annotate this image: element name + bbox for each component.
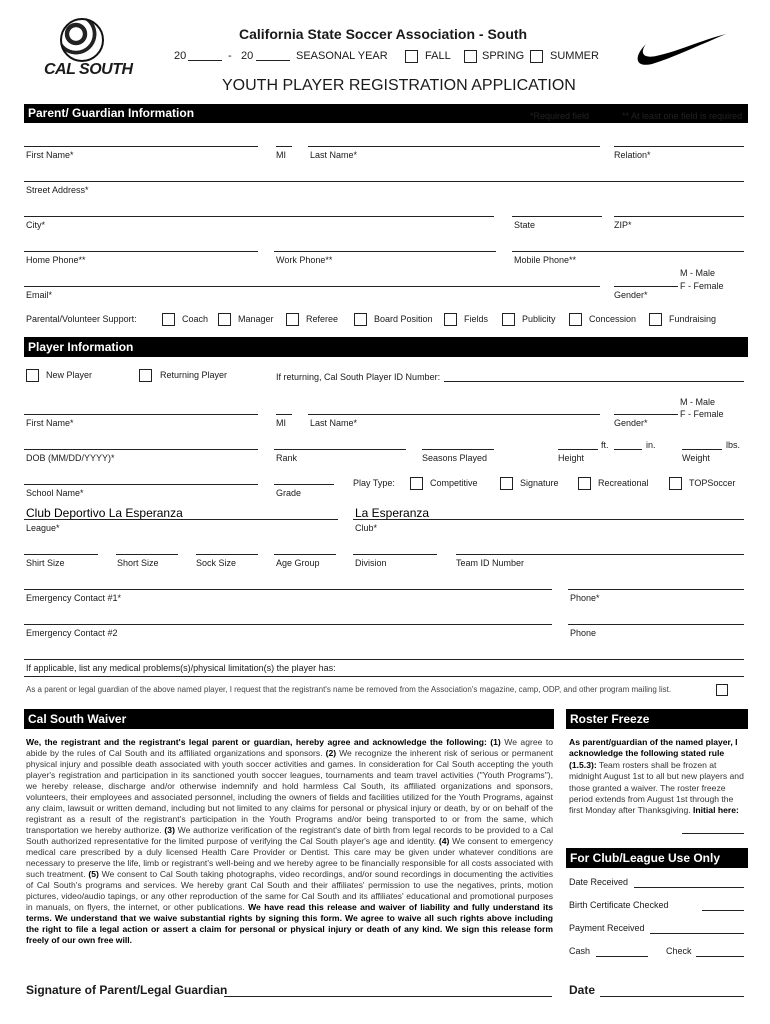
signature-label: Signature xyxy=(520,478,559,488)
guardian-relation-label: Relation* xyxy=(614,150,651,160)
year-prefix-1: 20 xyxy=(174,50,187,62)
new-player-checkbox[interactable] xyxy=(26,369,39,382)
one-required-note: ** At least one field is required xyxy=(622,111,743,121)
street-address-input[interactable] xyxy=(24,181,744,182)
zip-input[interactable] xyxy=(614,216,744,217)
city-label: City* xyxy=(26,220,46,230)
waiver-text xyxy=(26,737,553,946)
school-input[interactable] xyxy=(24,484,258,485)
emergency2-label: Emergency Contact #2 xyxy=(26,628,118,638)
weight-label: Weight xyxy=(682,453,710,463)
street-address-label: Street Address* xyxy=(26,185,89,195)
club-label: Club* xyxy=(355,523,378,533)
division-label: Division xyxy=(355,558,387,568)
phone1-label: Phone* xyxy=(570,593,600,603)
year-prefix-2: 20 xyxy=(241,50,254,62)
city-input[interactable] xyxy=(24,216,494,217)
support-publicity-checkbox[interactable] xyxy=(502,313,515,326)
phone2-input[interactable] xyxy=(568,624,744,625)
support-manager-label: Manager xyxy=(238,314,274,324)
seasons-played-label: Seasons Played xyxy=(422,453,488,463)
support-label: Parental/Volunteer Support: xyxy=(26,314,137,324)
waiver-intro: We, the registrant and the registrant's legal parent or guardian, hereby agree and acknowledge the following: (1) xyxy=(26,737,501,747)
short-size-label: Short Size xyxy=(117,558,159,568)
signature-label: Signature of Parent/Legal Guardian xyxy=(26,983,228,997)
guardian-gender-input[interactable] xyxy=(614,286,678,287)
seasonal-year-label: SEASONAL YEAR xyxy=(296,50,388,62)
player-mi-label: MI xyxy=(276,418,286,428)
support-board-checkbox[interactable] xyxy=(354,313,367,326)
spring-checkbox[interactable] xyxy=(464,50,477,63)
support-fundraising-label: Fundraising xyxy=(669,314,717,324)
ft-label: ft. xyxy=(601,440,609,450)
mailing-optout-label: As a parent or legal guardian of the above named player, I request that the registrant's name be removed from the Association's magazine, camp, ODP, and other program mailing list. xyxy=(26,685,672,694)
waiver-section-header xyxy=(24,709,554,729)
waiver-num-4: (4) xyxy=(438,836,450,846)
guardian-last-name-input[interactable] xyxy=(308,146,600,147)
signature-checkbox[interactable] xyxy=(500,477,513,490)
payment-input[interactable] xyxy=(650,933,744,934)
support-coach-checkbox[interactable] xyxy=(162,313,175,326)
support-concession-label: Concession xyxy=(589,314,637,324)
player-gender-m: M - Male xyxy=(680,397,716,407)
club-value[interactable]: La Esperanza xyxy=(355,506,430,520)
work-phone-input[interactable] xyxy=(274,251,496,252)
shirt-size-input[interactable] xyxy=(24,554,98,555)
topsoccer-checkbox[interactable] xyxy=(669,477,682,490)
grade-input[interactable] xyxy=(274,484,334,485)
school-label: School Name* xyxy=(26,488,84,498)
club-input[interactable] xyxy=(353,519,744,520)
player-gender-label: Gender* xyxy=(614,418,648,428)
date-received-label: Date Received xyxy=(569,877,629,887)
waiver-clause-3: We authorize verification of the registrant's date of birth from legal records to be provided to a Cal South authorized representative for the limited purpose of verifying the Cal South player's age and identity. xyxy=(26,825,553,846)
form-title: YOUTH PLAYER REGISTRATION APPLICATION xyxy=(222,77,576,94)
player-first-name-label: First Name* xyxy=(26,418,74,428)
player-gender-f: F - Female xyxy=(680,409,724,419)
player-section-header xyxy=(24,337,748,357)
emergency2-input[interactable] xyxy=(24,624,552,625)
payment-label: Payment Received xyxy=(569,923,645,933)
waiver-clause-4: We consent to emergency medical care prescribed by a duly licensed Health Care Provider or Dentist. This care may be given under whatever conditions are necessary to preserve the life, limb or registrant's well-being and we hereby agree to be financially responsible for all costs associated with such treatment. xyxy=(26,836,553,879)
emergency1-label: Emergency Contact #1* xyxy=(26,593,122,603)
support-fields-checkbox[interactable] xyxy=(444,313,457,326)
support-referee-checkbox[interactable] xyxy=(286,313,299,326)
guardian-gender-f: F - Female xyxy=(680,281,724,291)
rank-input[interactable] xyxy=(274,449,406,450)
cash-label: Cash xyxy=(569,946,591,956)
guardian-section-title: Parent/ Guardian Information xyxy=(28,106,195,120)
medical-input[interactable] xyxy=(24,676,744,677)
medical-label: If applicable, list any medical problems(s)/physical limitation(s) the player has: xyxy=(26,663,336,673)
waiver-clause-5: We consent to Cal South taking photographs, video recordings, and/or sound recordings in documenting the activities of Cal South's programs and services. We hereby grant Cal South and their affiliates' permission to use the negatives, prints, motion pictures, video/audio tapings, or any other reproduction of the same for Cal South and its affiliates' educational and promotional purposes in manuals, on flyers, the internet, or other publications. xyxy=(26,869,553,912)
summer-label: SUMMER xyxy=(550,50,599,62)
home-phone-label: Home Phone** xyxy=(26,255,86,265)
new-player-label: New Player xyxy=(46,370,93,380)
swoosh-icon xyxy=(632,30,728,70)
zip-label: ZIP* xyxy=(614,220,632,230)
league-value[interactable]: Club Deportivo La Esperanza xyxy=(26,506,183,520)
seasons-played-input[interactable] xyxy=(422,449,494,450)
roster-section-title: Roster Freeze xyxy=(570,712,650,726)
fall-label: FALL xyxy=(425,50,451,62)
height-ft-input[interactable] xyxy=(558,449,598,450)
email-label: Email* xyxy=(26,290,53,300)
shirt-size-label: Shirt Size xyxy=(26,558,65,568)
signature-input[interactable] xyxy=(224,996,552,997)
mobile-phone-input[interactable] xyxy=(512,251,744,252)
returning-id-input[interactable] xyxy=(444,381,744,382)
org-title: California State Soccer Association - South xyxy=(239,26,528,42)
logo-text: CAL SOUTH xyxy=(44,61,133,78)
mobile-phone-label: Mobile Phone** xyxy=(514,255,577,265)
waiver-num-5: (5) xyxy=(88,869,99,879)
guardian-first-name-label: First Name* xyxy=(26,150,74,160)
in-label: in. xyxy=(646,440,656,450)
phone1-input[interactable] xyxy=(568,589,744,590)
topsoccer-label: TOPSoccer xyxy=(689,478,736,488)
league-input[interactable] xyxy=(24,519,338,520)
home-phone-input[interactable] xyxy=(24,251,258,252)
returning-player-label: Returning Player xyxy=(160,370,228,380)
recreational-label: Recreational xyxy=(598,478,649,488)
support-coach-label: Coach xyxy=(182,314,209,324)
birth-cert-label: Birth Certificate Checked xyxy=(569,900,669,910)
mailing-optout-checkbox[interactable] xyxy=(716,684,728,696)
office-section-header xyxy=(566,848,748,868)
cash-input[interactable] xyxy=(596,956,648,957)
fall-checkbox[interactable] xyxy=(405,50,418,63)
support-publicity-label: Publicity xyxy=(522,314,556,324)
spring-label: SPRING xyxy=(482,50,525,62)
office-section-title: For Club/League Use Only xyxy=(570,851,721,865)
player-gender-input[interactable] xyxy=(614,414,678,415)
age-group-input[interactable] xyxy=(274,554,336,555)
division-input[interactable] xyxy=(353,554,437,555)
lbs-label: lbs. xyxy=(726,440,741,450)
player-last-name-label: Last Name* xyxy=(310,418,358,428)
birth-cert-input[interactable] xyxy=(702,910,744,911)
waiver-num-2: (2) xyxy=(325,748,337,758)
state-input[interactable] xyxy=(512,216,602,217)
returning-player-checkbox[interactable] xyxy=(139,369,152,382)
roster-intro: As parent/guardian of the named player, I acknowledge the following stated rule (1.5.3): xyxy=(569,737,738,770)
work-phone-label: Work Phone** xyxy=(276,255,333,265)
waiver-clause-2: We recognize the inherent risk of serious or permanent physical injury and possible death associated with youth soccer activities and games. In consideration for Cal South accepting the youth player's registration and participation in its sanctioned youth soccer leagues, tournaments and team travel activities ("Youth Programs"), we hereby release, discharge and/or otherwise indemnify and hold harmless Cal South, its affiliated organizations and sponsors, volunteers, their employees and associated personnel, including the owners of fields and facilities utilized for the Youth Programs, against any claim, lawsuit or written demand, including but not limited to any claims for personal or physical injury or death, by or on behalf of the registrant as a result of the registrant's participation in the Youth Programs and/or being transported to or from the same, which transportation we hereby authorize. xyxy=(26,748,553,835)
support-fields-label: Fields xyxy=(464,314,489,324)
phone2-label: Phone xyxy=(570,628,597,638)
guardian-relation-input[interactable] xyxy=(614,146,744,147)
year-input-1[interactable] xyxy=(188,60,222,61)
player-first-name-input[interactable] xyxy=(24,414,258,415)
state-label: State xyxy=(514,220,536,230)
email-input[interactable] xyxy=(24,286,600,287)
team-id-input[interactable] xyxy=(456,554,744,555)
support-referee-label: Referee xyxy=(306,314,339,324)
check-label: Check xyxy=(666,946,692,956)
initial-input[interactable] xyxy=(682,833,744,834)
waiver-closing: We have read this release and waiver of liability and fully understand its terms. We understand that we waive substantial rights by signing this form. We agree to waive all such rights above including the right to file a legal action or assert a claim for personal or physical injury or death of any kind. We sign this release form freely of our own free will. xyxy=(26,902,553,945)
waiver-section-title: Cal South Waiver xyxy=(28,712,127,726)
weight-input[interactable] xyxy=(682,449,722,450)
support-manager-checkbox[interactable] xyxy=(218,313,231,326)
guardian-mi-label: MI xyxy=(276,150,286,160)
recreational-checkbox[interactable] xyxy=(578,477,591,490)
competitive-checkbox[interactable] xyxy=(410,477,423,490)
support-board-label: Board Position xyxy=(374,314,433,324)
dob-label: DOB (MM/DD/YYYY)* xyxy=(26,453,115,463)
guardian-mi-input[interactable] xyxy=(276,146,292,147)
play-type-label: Play Type: xyxy=(353,478,395,488)
initial-label: Initial here: xyxy=(693,805,739,816)
guardian-gender-label: Gender* xyxy=(614,290,648,300)
dob-input[interactable] xyxy=(24,449,258,450)
age-group-label: Age Group xyxy=(276,558,320,568)
league-label: League* xyxy=(26,523,60,533)
grade-label: Grade xyxy=(276,488,302,498)
player-section-title: Player Information xyxy=(28,340,134,354)
waiver-num-3: (3) xyxy=(164,825,175,835)
height-in-input[interactable] xyxy=(614,449,642,450)
roster-body: Team rosters shall be frozen at midnight August 1st to all but new players and those granted a waiver. The roster freeze period extends from August 1st through the first Monday after Thanksgiving. xyxy=(569,759,744,816)
returning-id-label: If returning, Cal South Player ID Number: xyxy=(276,372,441,382)
sock-size-input[interactable] xyxy=(196,554,258,555)
short-size-input[interactable] xyxy=(116,554,178,555)
waiver-clause-1: We agree to abide by the rules of Cal South and its affiliated organizations and sponsors. xyxy=(26,737,554,758)
guardian-last-name-label: Last Name* xyxy=(310,150,358,160)
player-mi-input[interactable] xyxy=(276,414,292,415)
date-input[interactable] xyxy=(600,996,744,997)
roster-section-header xyxy=(566,709,748,729)
guardian-gender-m: M - Male xyxy=(680,268,716,278)
cal-south-logo xyxy=(44,18,133,80)
year-input-2[interactable] xyxy=(256,60,290,61)
date-label: Date xyxy=(569,983,596,997)
medical-top-line xyxy=(24,659,744,660)
emergency1-input[interactable] xyxy=(24,589,552,590)
year-dash: - xyxy=(228,50,232,62)
summer-checkbox[interactable] xyxy=(530,50,543,63)
check-input[interactable] xyxy=(696,956,744,957)
support-concession-checkbox[interactable] xyxy=(569,313,582,326)
roster-text xyxy=(569,737,745,817)
date-received-input[interactable] xyxy=(634,887,744,888)
competitive-label: Competitive xyxy=(430,478,478,488)
required-note: *Required field xyxy=(530,111,590,121)
sock-size-label: Sock Size xyxy=(196,558,237,568)
height-label: Height xyxy=(558,453,585,463)
soccer-ball-icon xyxy=(60,18,104,62)
rank-label: Rank xyxy=(276,453,298,463)
support-fundraising-checkbox[interactable] xyxy=(649,313,662,326)
guardian-first-name-input[interactable] xyxy=(24,146,258,147)
player-last-name-input[interactable] xyxy=(308,414,600,415)
team-id-label: Team ID Number xyxy=(456,558,525,568)
